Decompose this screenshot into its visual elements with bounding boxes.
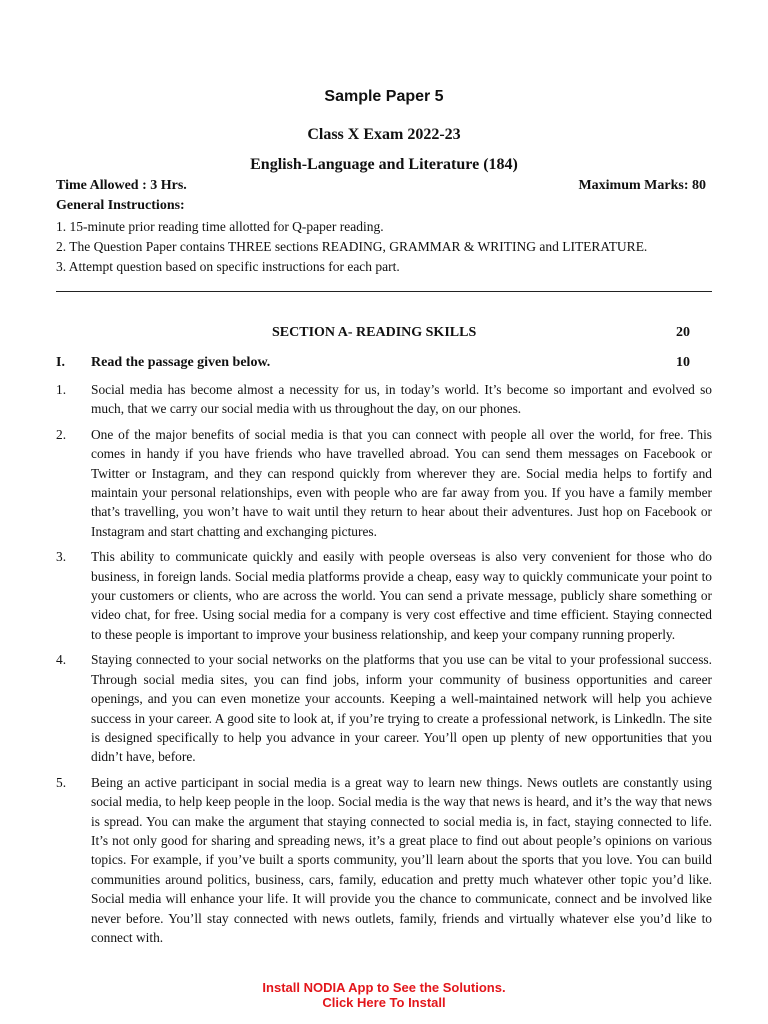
question-marks: 10	[676, 355, 690, 370]
paragraph-number: 1.	[56, 382, 67, 397]
instructions-heading: General Instructions:	[56, 198, 185, 213]
paragraph-number: 4.	[56, 652, 67, 668]
passage	[56, 380, 712, 953]
paragraph-text: Social media has become almost a necessity for us, in today’s world. It’s become so important and evolved so much, that we carry our social media with us throughout the day, on our phones.	[91, 382, 712, 417]
paragraph-number: 5.	[56, 774, 67, 790]
paragraph-text: Being an active participant in social media is a great way to learn new things. News outlets are constantly using social media, to help keep people in the loop. Social media is the way that news is heard, and it’s the way that news is spread. You can make the argument that staying connected to social media is, in fact, staying connected to life. It’s not only good for sharing and spreading news, it’s a great place to find out about people’s opinions on various topics. For example, if you’ve built a sports community, you’ll learn about the sports that you love. You can build communities around politics, business, cars, family, education and pretty much whatever other topic you’d like. Social media will enhance your life. It will provide you the chance to communicate, connect and be involved like never before. You’ll stay connected with news outlets, family, friends and virtually whatever else you’d like to connect with.	[91, 774, 712, 945]
page-title: Sample Paper 5	[324, 88, 444, 105]
passage-paragraph	[56, 380, 712, 419]
exam-name: Class X Exam 2022-23	[307, 126, 461, 143]
passage-paragraph	[56, 773, 712, 948]
app-install-banner	[0, 980, 768, 1010]
instruction-item: 3. Attempt question based on specific instructions for each part.	[56, 259, 400, 274]
question-text: Read the passage given below.	[91, 355, 271, 370]
instruction-item: 1. 15-minute prior reading time allotted for Q-paper reading.	[56, 219, 384, 234]
section-marks: 20	[676, 325, 690, 340]
passage-paragraph	[56, 547, 712, 644]
paragraph-text: Staying connected to your social networks on the platforms that you use can be vital to your professional success. Through social media sites, you can find jobs, inform your community of business opportunities and career openings, and you can even monetize your accounts. Keeping a well-maintained network will help you achieve success in your career. A good site to look at, if you’re trying to create a professional network, is Linkedln. The site is designed specifically to help you advance in your career. You’ll open up plenty of new opportunities that you didn’t have, before.	[91, 652, 712, 765]
install-app-link[interactable]: Install NODIA App to See the Solutions.	[262, 980, 506, 995]
question-number: I.	[56, 355, 65, 370]
paragraph-text: One of the major benefits of social media is that you can connect with people all over the world, for free. This comes in handy if you have friends who have travelled abroad. You can send them messages on Facebook or Twitter or Instagram, and they can respond quickly from wherever they are. Social media helps to fortify and maintain your personal relationships, even with people who are far away from you. If you have a family member that’s travelling, you won’t have to wait until they return to hear about their adventures. Just hop on Facebook or Instagram and start chatting and exchanging pictures.	[91, 426, 712, 539]
passage-paragraph	[56, 425, 712, 541]
exam-meta-row	[56, 178, 706, 194]
horizontal-divider	[56, 291, 712, 292]
click-to-install-link[interactable]: Click Here To Install	[322, 995, 446, 1010]
maximum-marks: Maximum Marks: 80	[578, 178, 706, 193]
subject-name: English-Language and Literature (184)	[250, 156, 518, 173]
section-title: SECTION A- READING SKILLS	[272, 325, 477, 340]
passage-paragraph	[56, 650, 712, 766]
time-allowed: Time Allowed : 3 Hrs.	[56, 178, 187, 193]
paragraph-text: This ability to communicate quickly and easily with people overseas is also very convenient for those who do business, in foreign lands. Social media platforms provide a cheap, easy way to quickly communicate your point to your customers or clients, who are across the world. You can send a private message, publicly share something or video chat, for free. Using social media for a company is very cost effective and time efficient. Staying connected to these people is important to improve your business relationship, and keep your company running properly.	[91, 549, 712, 642]
paragraph-number: 2.	[56, 426, 67, 442]
instruction-item: 2. The Question Paper contains THREE sections READING, GRAMMAR & WRITING and LITERATURE.	[56, 239, 648, 254]
instructions-list	[56, 217, 716, 277]
paragraph-number: 3.	[56, 549, 67, 565]
